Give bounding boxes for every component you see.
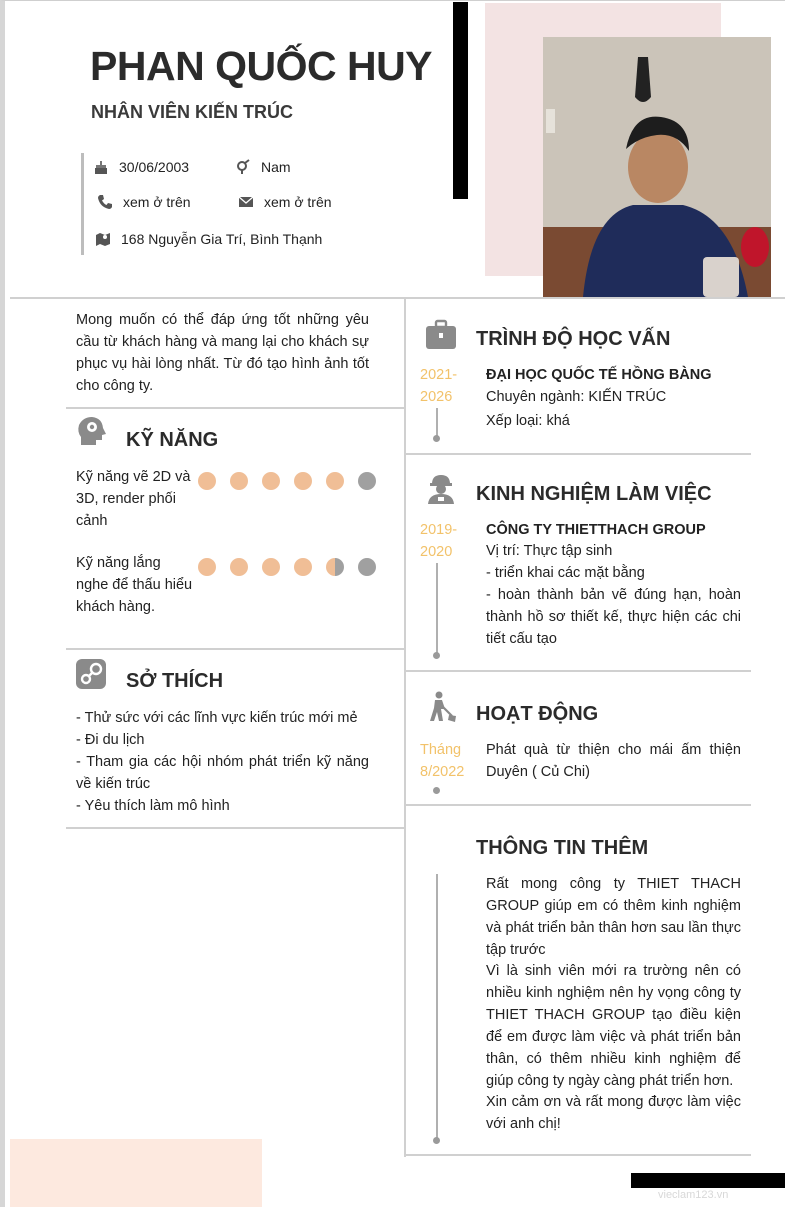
activities-divider — [406, 804, 751, 806]
cake-icon — [93, 159, 109, 175]
skill-dot — [198, 472, 216, 490]
education-timeline-dot — [433, 435, 440, 442]
envelope-icon — [238, 194, 254, 210]
skill-label-2: Kỹ năng lắng nghe để thấu hiểu khách hàng. — [76, 555, 193, 615]
skill-dot — [198, 558, 216, 576]
skill-dot — [326, 558, 344, 576]
skill-dot — [358, 558, 376, 576]
experience-duty: - hoàn thành bản vẽ đúng hạn, hoàn thành hồ sơ thiết kế, thực hiện các chi tiết cấu tạo — [486, 587, 741, 647]
info-divider — [81, 153, 84, 255]
hobby-item: - Đi du lịch — [76, 732, 145, 748]
hobby-item: - Thử sức với các lĩnh vực kiến trúc mới mẻ — [76, 710, 358, 726]
shovel-worker-icon — [425, 691, 457, 723]
extra-title: THÔNG TIN THÊM — [476, 837, 649, 859]
profile-photo — [543, 37, 771, 297]
address-text: 168 Nguyễn Gia Trí, Bình Thạnh — [121, 231, 323, 247]
skill-dot — [230, 558, 248, 576]
experience-role: Vị trí: Thực tập sinh — [486, 543, 613, 559]
education-grade: Xếp loại: khá — [486, 413, 570, 429]
education-year: 2021-2026 — [420, 367, 458, 405]
gender-text: Nam — [261, 159, 291, 175]
hobby-item: - Yêu thích làm mô hình — [76, 798, 230, 814]
skill-label-1: Kỹ năng vẽ 2D và 3D, render phối cảnh — [76, 469, 191, 529]
objective-divider — [66, 407, 404, 409]
worker-icon — [425, 473, 457, 505]
candidate-name: PHAN QUỐC HUY — [90, 43, 433, 89]
skill-rating-1 — [198, 472, 378, 490]
extra-timeline-line — [436, 874, 438, 1139]
skill-dot — [326, 472, 344, 490]
gender-row — [235, 159, 291, 175]
experience-timeline-dot — [433, 652, 440, 659]
skill-dot — [262, 472, 280, 490]
activities-title: HOẠT ĐỘNG — [476, 703, 599, 725]
gender-icon — [235, 159, 251, 175]
extra-timeline-dot — [433, 1137, 440, 1144]
experience-year: 2019-2020 — [420, 522, 458, 560]
email-row — [238, 194, 332, 210]
skill-rating-2 — [198, 558, 378, 576]
decor-black-footer — [631, 1173, 785, 1188]
hobbies-divider — [66, 827, 404, 829]
education-major: Chuyên ngành: KIẾN TRÚC — [486, 389, 667, 405]
decor-black-bar — [453, 2, 468, 199]
map-icon — [95, 231, 111, 247]
activities-text: Phát quà từ thiện cho mái ấm thiện Duyên ( Củ Chi) — [486, 742, 741, 780]
address-row — [95, 231, 322, 247]
gamepad-icon — [75, 658, 107, 690]
phone-row — [97, 194, 191, 210]
hobby-item: - Tham gia các hội nhóm phát triển kỹ năng về kiến trúc — [76, 754, 369, 792]
extra-divider — [406, 1154, 751, 1156]
activities-date: Tháng 8/2022 — [420, 742, 465, 780]
birthday-row — [93, 159, 189, 175]
objective-text: Mong muốn có thể đáp ứng tốt những yêu cầu từ khách hàng và mang lại cho khách sự phục vụ hài lòng nhất. Từ đó tạo hình ảnh tốt cho công ty. — [76, 312, 369, 394]
watermark: vieclam123.vn — [658, 1189, 729, 1201]
experience-divider — [406, 670, 751, 672]
skill-dot — [294, 472, 312, 490]
skill-dot — [262, 558, 280, 576]
education-timeline-line — [436, 408, 438, 438]
education-school: ĐẠI HỌC QUỐC TẾ HỒNG BÀNG — [486, 367, 712, 383]
email-text: xem ở trên — [264, 194, 332, 210]
activities-timeline-dot — [433, 787, 440, 794]
experience-title: KINH NGHIỆM LÀM VIỆC — [476, 483, 712, 505]
experience-company: CÔNG TY THIETTHACH GROUP — [486, 522, 706, 538]
extra-paragraph: Vì là sinh viên mới ra trường nên có nhiều kinh nghiệm nên hy vọng công ty THIET THACH GROUP tạo điều kiện để em được làm việc và phát triển bản thân, có thêm nhiều kinh nghiệm để giúp công ty ngày càng phát triển hơn. — [486, 963, 741, 1089]
skills-title: KỸ NĂNG — [126, 429, 219, 451]
experience-timeline-line — [436, 563, 438, 655]
extra-paragraph: Xin cảm ơn và rất mong được làm việc với anh chị! — [486, 1094, 741, 1132]
education-title: TRÌNH ĐỘ HỌC VẤN — [476, 328, 671, 350]
experience-duty: - triển khai các mặt bằng — [486, 565, 645, 581]
birthday-text: 30/06/2003 — [119, 159, 190, 175]
education-divider — [406, 453, 751, 455]
briefcase-icon — [425, 319, 457, 351]
skill-dot — [358, 472, 376, 490]
skill-dot — [294, 558, 312, 576]
phone-text: xem ở trên — [123, 194, 191, 210]
phone-icon — [97, 194, 113, 210]
skill-dot — [230, 472, 248, 490]
hobbies-title: SỞ THÍCH — [126, 670, 224, 692]
candidate-position: NHÂN VIÊN KIẾN TRÚC — [91, 102, 294, 122]
skills-divider — [66, 648, 404, 650]
column-divider — [404, 299, 406, 1157]
decor-peach-box — [10, 1139, 262, 1207]
head-gear-icon — [75, 415, 107, 447]
header-divider — [10, 297, 785, 299]
extra-paragraph: Rất mong công ty THIET THACH GROUP giúp em có thêm kinh nghiệm và phát triển bản thân hơn sau lần thực tập trước — [486, 876, 741, 958]
